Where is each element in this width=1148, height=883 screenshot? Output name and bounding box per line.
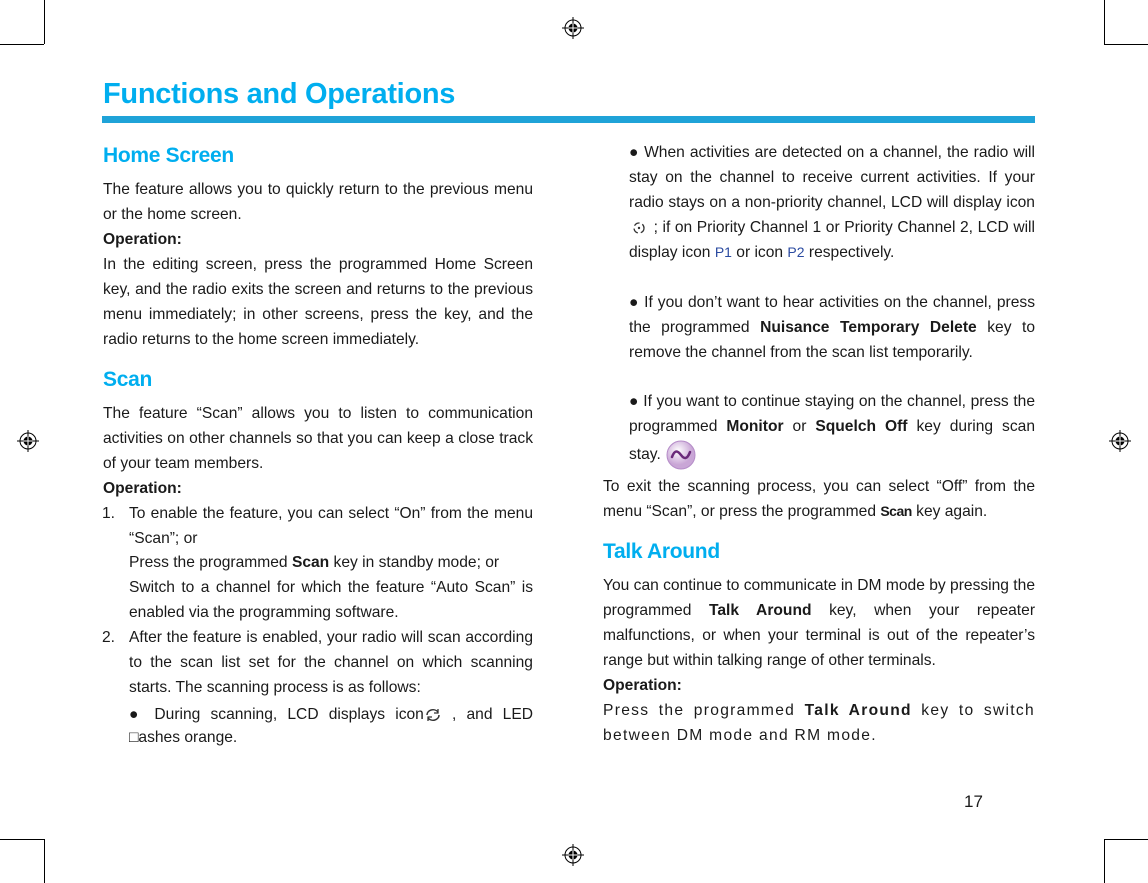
step1-option-c: Switch to a channel for which the feature “Auto Scan” is enabled via the programming software.: [129, 579, 533, 621]
title-rule: [102, 116, 1035, 123]
crop-mark: [44, 839, 45, 883]
talk-operation-label: Operation:: [603, 677, 682, 694]
step1-option-b: Press the programmed Scan key in standby mode; or: [129, 554, 500, 571]
non-priority-scan-icon: [629, 221, 649, 235]
talk-operation-text: Press the programmed Talk Around key to switch between DM mode and RM mode.: [603, 702, 1035, 744]
scan-icon: [424, 708, 442, 722]
registration-mark-icon: [562, 17, 584, 39]
home-operation-text: In the editing screen, press the programmed Home Screen key, and the radio exits the screen and returns to the previous menu immediately; in other screens, press the key, and the radio returns to the home screen immediately.: [103, 256, 533, 348]
step-number: 1.: [102, 505, 116, 522]
registration-mark-icon: [562, 844, 584, 866]
registration-mark-icon: [17, 430, 39, 452]
bullet-nuisance-delete: ● If you don’t want to hear activities on the channel, press the programmed Nuisance Temporary Delete key to remove the channel from the scan list temporarily.: [629, 294, 1036, 361]
scan-operation-label: Operation:: [103, 480, 182, 497]
talk-around-heading: Talk Around: [603, 540, 720, 563]
home-intro: The feature allows you to quickly return to the previous menu or the home screen.: [103, 181, 533, 223]
bullet-during-scanning: ● During scanning, LCD displays icon , and LED □ashes orange.: [129, 706, 533, 746]
scan-intro: The feature “Scan” allows you to listen to communication activities on other channels so that you can keep a close track of your team members.: [103, 405, 533, 472]
bullet-continue-staying: ● If you want to continue staying on the channel, press the programmed Monitor or Squelch Off key during scan stay.: [629, 389, 1035, 471]
monitor-wave-icon: [665, 439, 697, 471]
crop-mark: [1104, 0, 1105, 44]
step-number: 2.: [102, 629, 116, 646]
home-operation-label: Operation:: [103, 231, 182, 248]
page-number: 17: [964, 792, 983, 811]
crop-mark: [1104, 839, 1105, 883]
talk-around-intro: You can continue to communicate in DM mode by pressing the programmed Talk Around key, when your repeater malfunctions, or when your terminal is out of the repeater’s range but within talking range of other terminals.: [603, 577, 1036, 669]
scan-heading: Scan: [103, 368, 152, 391]
priority-1-icon: P1: [714, 244, 732, 260]
page-title: Functions and Operations: [103, 78, 456, 110]
crop-mark: [0, 44, 44, 45]
crop-mark: [0, 839, 44, 840]
crop-mark: [44, 0, 45, 44]
step2-text: After the feature is enabled, your radio will scan according to the scan list set for the channel on which scanning starts. The scanning process is as follows:: [129, 629, 533, 696]
crop-mark: [1104, 44, 1148, 45]
bullet-activities-detected: ● When activities are detected on a channel, the radio will stay on the channel to receive current activities. If your radio stays on a non-priority channel, LCD will display icon ; if on Priority Channel 1 or Priority Channel 2, LCD will display icon P1 or icon P2 respectively.: [629, 144, 1035, 261]
registration-mark-icon: [1109, 430, 1131, 452]
crop-mark: [1104, 839, 1148, 840]
step1-text: To enable the feature, you can select “On” from the menu “Scan”; or: [129, 505, 533, 547]
home-screen-heading: Home Screen: [103, 144, 234, 167]
priority-2-icon: P2: [787, 244, 805, 260]
exit-scan-text: To exit the scanning process, you can select “Off” from the menu “Scan”, or press the programmed Scan key again.: [603, 478, 1035, 520]
